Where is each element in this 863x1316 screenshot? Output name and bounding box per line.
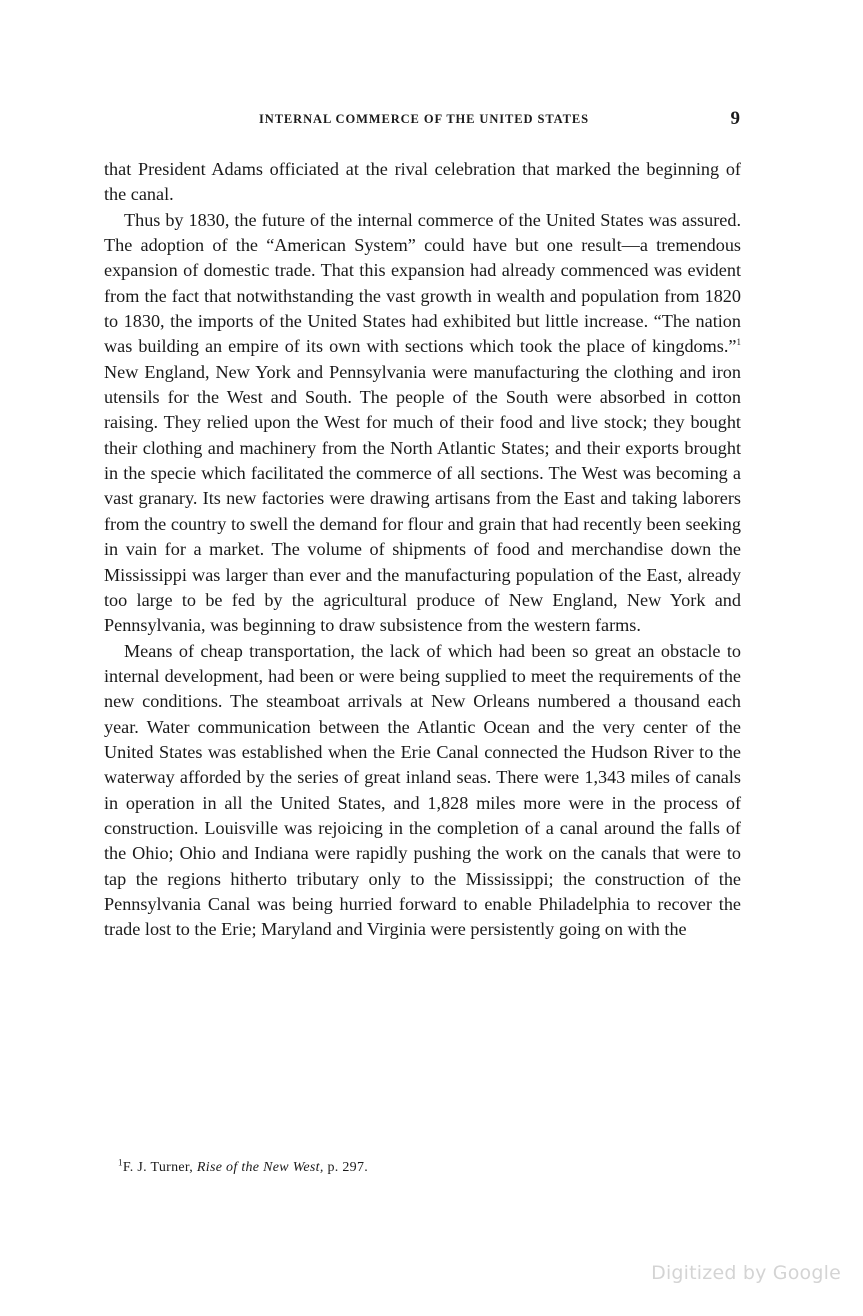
- body-text: [104, 157, 741, 943]
- running-head: [104, 108, 744, 130]
- paragraph-2-part-1: Thus by 1830, the future of the internal commerce of the United States was assured. The adoption of the “American System” could have but one result—a tremendous expansion of domestic trade. That this expansion had already commenced was evident from the fact that notwithstanding the vast growth in wealth and population from 1820 to 1830, the imports of the United States had exhibited but little increase. “The nation was building an empire of its own with sections which took the place of kingdoms.”: [104, 209, 741, 357]
- footnote-reference: 1: [736, 337, 741, 348]
- paragraph-1: that President Adams officiated at the rival celebration that marked the beginning of the canal.: [104, 159, 741, 205]
- watermark: Digitized by Google: [651, 1262, 841, 1284]
- running-title: INTERNAL COMMERCE OF THE UNITED STATES: [259, 112, 589, 126]
- footnote-title: Rise of the New West,: [196, 1160, 324, 1175]
- paragraph-2: [104, 208, 741, 639]
- footnote-page: p. 297.: [323, 1160, 369, 1175]
- page-number: 9: [730, 108, 740, 129]
- footnote-author: F. J. Turner,: [122, 1160, 197, 1175]
- paragraph-2-part-2: New England, New York and Pennsylvania were manufacturing the clothing and iron utensils for the West and South. The people of the South were absorbed in cotton raising. They relied upon the West for much of their food and live stock; they bought their clothing and machinery from the North Atlantic States; and their exports brought in the specie which facilitated the commerce of all sections. The West was becoming a vast granary. Its new factories were drawing artisans from the East and taking laborers from the country to swell the demand for flour and grain that had recently been seeking in vain for a market. The volume of shipments of food and merchandise down the Mississippi was larger than ever and the manufacturing population of the East, already too large to be fed by the agricultural produce of New England, New York and Pennsylvania, was beginning to draw subsistence from the western farms.: [104, 361, 741, 636]
- footnote-mark: 1: [118, 1157, 123, 1168]
- paragraph-3: Means of cheap transportation, the lack of which had been so great an obstacle to internal development, had been or were being supplied to meet the requirements of the new conditions. The steamboat arrivals at New Orleans numbered a thousand each year. Water communication between the Atlantic Ocean and the very center of the United States was established when the Erie Canal connected the Hudson River to the waterway afforded by the series of great inland seas. There were 1,343 miles of canals in operation in all the United States, and 1,828 miles more were in the process of construction. Louisville was rejoicing in the completion of a canal around the falls of the Ohio; Ohio and Indiana were rapidly pushing the work on the canals that were to tap the regions hitherto tributary only to the Mississippi; the construction of the Pennsylvania Canal was being hurried forward to enable Philadelphia to recover the trade lost to the Erie; Maryland and Virginia were persistently going on with the: [104, 640, 741, 940]
- footnote: [118, 1157, 369, 1176]
